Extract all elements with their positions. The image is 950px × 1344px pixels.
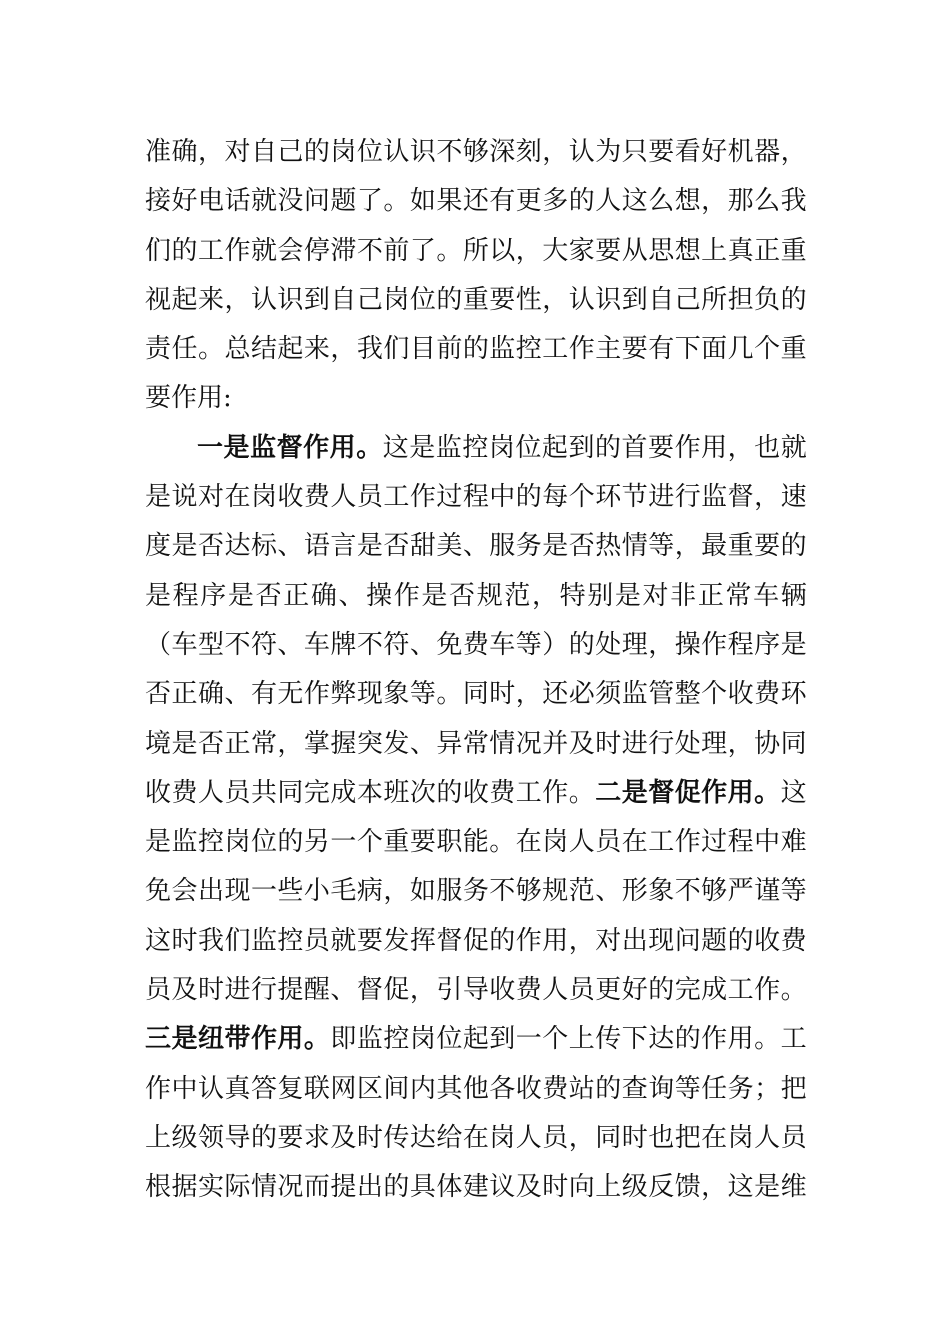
text-line: 这 时 我 们 监 控 员 就 要 发 挥 督 促 的 作 用 ， 对 出 现 问 题 的 收 费 <box>145 925 807 956</box>
text-line: 要 作 用 : <box>145 383 232 414</box>
text-line: 根 据 实 际 情 况 而 提 出 的 具 体 建 议 及 时 向 上 级 反 馈 ， 这 是 维 <box>145 1172 807 1203</box>
text-line: 度 是 否 达 标 、 语 言 是 否 甜 美 、 服 务 是 否 热 情 等 ， 最 重 要 的 <box>145 531 807 562</box>
text-line: 是 监 控 岗 位 的 另 一 个 重 要 职 能 。 在 岗 人 员 在 工 作 过 程 中 难 <box>145 827 807 858</box>
text-line: 一 是 监 督 作 用 。 这 是 监 控 岗 位 起 到 的 首 要 作 用 ， 也 就 <box>197 432 807 463</box>
text-line: 免 会 出 现 一 些 小 毛 病 ， 如 服 务 不 够 规 范 、 形 象 不 够 严 谨 等 <box>145 876 807 907</box>
text-line: 境 是 否 正 常 ， 掌 握 突 发 、 异 常 情 况 并 及 时 进 行 处 理 ， 协 同 <box>145 728 807 759</box>
text-line: 否 正 确 、 有 无 作 弊 现 象 等 。 同 时 ， 还 必 须 监 管 整 个 收 费 环 <box>145 679 807 710</box>
text-line: 是 说 对 在 岗 收 费 人 员 工 作 过 程 中 的 每 个 环 节 进 行 监 督 ， 速 <box>145 482 807 513</box>
text-line: 接 好 电 话 就 没 问 题 了 。 如 果 还 有 更 多 的 人 这 么 想 ， 那 么 我 <box>145 186 807 217</box>
body-text <box>145 128 807 1213</box>
text-line: 准 确 ， 对 自 己 的 岗 位 认 识 不 够 深 刻 ， 认 为 只 要 看 好 机 器 ， <box>145 137 807 167</box>
text-line: 三 是 纽 带 作 用 。 即 监 控 岗 位 起 到 一 个 上 传 下 达 的 作 用 。 工 <box>145 1024 807 1055</box>
text-line: 作 中 认 真 答 复 联 网 区 间 内 其 他 各 收 费 站 的 查 询 等 任 务 ； 把 <box>145 1073 807 1104</box>
text-line: 员 及 时 进 行 提 醒 、 督 促 ， 引 导 收 费 人 员 更 好 的 完 成 工 作 。 <box>145 975 807 1006</box>
text-line: （ 车 型 不 符 、 车 牌 不 符 、 免 费 车 等 ） 的 处 理 ， 操 作 程 序 是 <box>145 629 807 660</box>
text-line: 上 级 领 导 的 要 求 及 时 传 达 给 在 岗 人 员 ， 同 时 也 把 在 岗 人 员 <box>145 1122 807 1153</box>
text-line: 们 的 工 作 就 会 停 滞 不 前 了 。 所 以 ， 大 家 要 从 思 想 上 真 正 重 <box>145 235 807 266</box>
text-line: 是 程 序 是 否 正 确 、 操 作 是 否 规 范 ， 特 别 是 对 非 正 常 车 辆 <box>145 580 807 611</box>
text-line: 责 任 。 总 结 起 来 ， 我 们 目 前 的 监 控 工 作 主 要 有 下 面 几 个 重 <box>145 334 807 365</box>
text-line: 收 费 人 员 共 同 完 成 本 班 次 的 收 费 工 作 。 二 是 督 促 作 用 。 这 <box>145 777 807 808</box>
text-line: 视 起 来 ， 认 识 到 自 己 岗 位 的 重 要 性 ， 认 识 到 自 己 所 担 负 的 <box>145 284 807 315</box>
